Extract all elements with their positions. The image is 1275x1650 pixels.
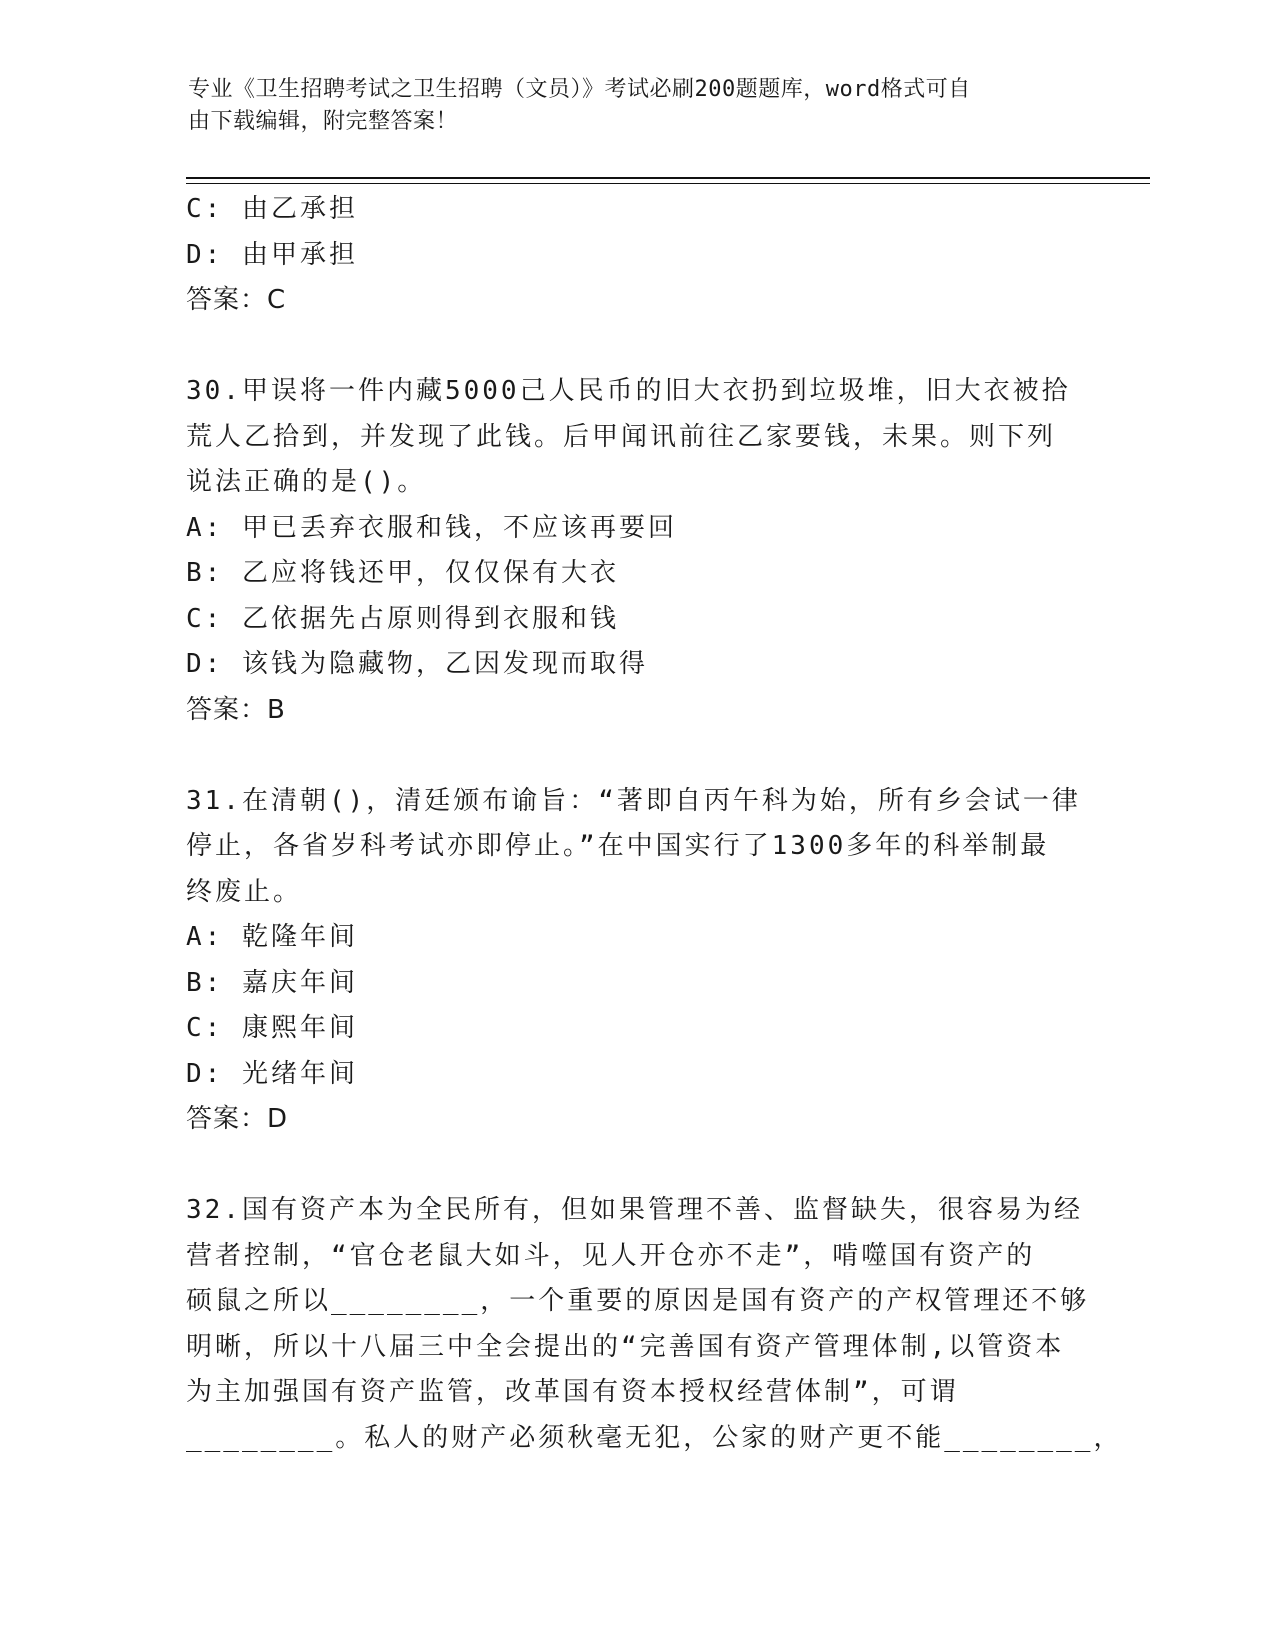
question-text-line: 32.国有资产本为全民所有，但如果管理不善、监督缺失，很容易为经 (186, 1195, 1083, 1225)
option-b: B: 乙应将钱还甲，仅仅保有大衣 (186, 558, 619, 588)
question-text-line: 30.甲误将一件内藏5000己人民币的旧大衣扔到垃圾堆，旧大衣被拾 (186, 376, 1071, 406)
header-divider-thin (186, 183, 1150, 184)
option-a: A: 乾隆年间 (186, 922, 358, 952)
option-d: D: 光绪年间 (186, 1058, 358, 1089)
question-text-line: 停止，各省岁科考试亦即停止。”在中国实行了1300多年的科举制最 (186, 831, 1050, 861)
question-text-line: 说法正确的是()。 (186, 467, 427, 497)
option-c: C: 康熙年间 (186, 1013, 358, 1043)
question-text-line: 荒人乙拾到，并发现了此钱。后甲闻讯前往乙家要钱，未果。则下列 (186, 421, 1057, 452)
option-b: B: 嘉庆年间 (186, 967, 358, 998)
header-line-2: 由下载编辑，附完整答案！ (188, 109, 459, 134)
question-30 (186, 369, 1086, 733)
previous-question-tail (186, 187, 1086, 324)
question-text-line: 31.在清朝()，清廷颁布谕旨：“著即自丙午科为始，所有乡会试一律 (186, 785, 1081, 816)
question-text-line: ________。私人的财产必须秋毫无犯，公家的财产更不能________， (186, 1422, 1123, 1453)
option-a: A: 甲已丢弃衣服和钱，不应该再要回 (186, 512, 677, 543)
answer: 答案：B (186, 694, 286, 725)
question-text-line: 明晰，所以十八届三中全会提出的“完善国有资产管理体制,以管资本 (186, 1331, 1065, 1362)
question-text-line: 营者控制，“官仓老鼠大如斗，见人开仓亦不走”，啃噬国有资产的 (186, 1240, 1036, 1271)
question-32 (186, 1188, 1123, 1461)
question-text-line: 为主加强国有资产监管，改革国有资本授权经营体制”，可谓 (186, 1377, 959, 1407)
option-d: D: 该钱为隐藏物，乙因发现而取得 (186, 649, 648, 679)
header-divider-thick (186, 177, 1150, 179)
option-d: D: 由甲承担 (186, 239, 358, 270)
option-c: C: 乙依据先占原则得到衣服和钱 (186, 603, 619, 634)
question-text-line: 终废止。 (186, 876, 303, 907)
spacer (186, 733, 1086, 779)
document-body (186, 187, 1123, 1461)
document-header (188, 74, 1068, 138)
spacer (186, 1143, 1086, 1189)
question-text-line: 硕鼠之所以________，一个重要的原因是国有资产的产权管理还不够 (186, 1286, 1090, 1316)
answer: 答案：C (186, 285, 287, 315)
answer: 答案：D (186, 1104, 289, 1134)
header-line-1: 专业《卫生招聘考试之卫生招聘（文员）》考试必刷200题题库，word格式可自 (188, 77, 971, 102)
question-31 (186, 779, 1086, 1143)
option-c: C: 由乙承担 (186, 194, 358, 224)
spacer (186, 324, 1086, 370)
